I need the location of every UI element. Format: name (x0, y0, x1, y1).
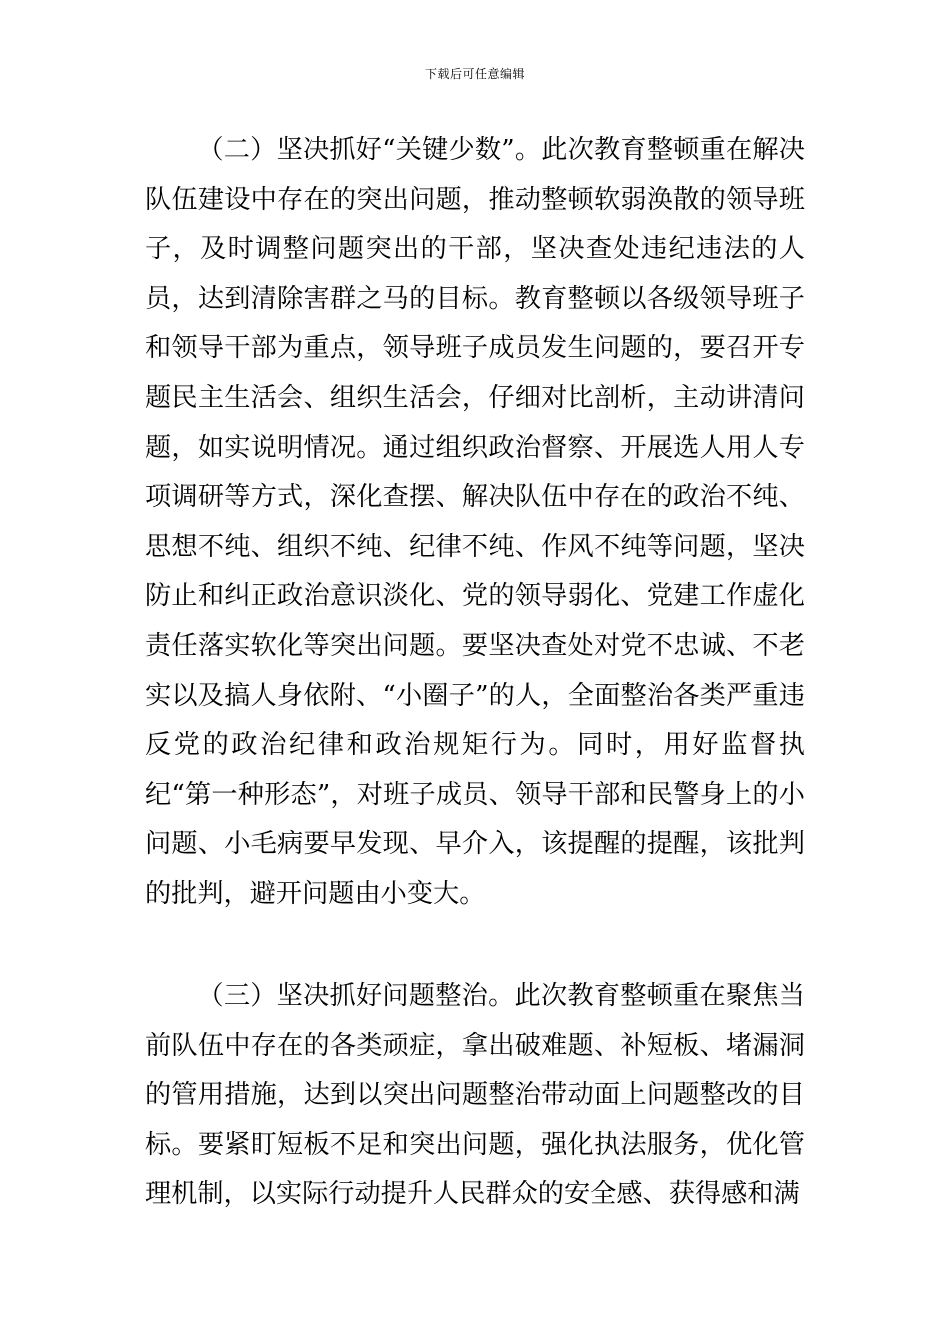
paragraph-text: （二）坚决抓好“关键少数”。此次教育整顿重在解决队伍建设中存在的突出问题，推动整顿软弱涣散的领导班子，及时调整问题突出的干部，坚决查处违纪违法的人员，达到清除害群之马的目标。教育整顿以各级领导班子和领导干部为重点，领导班子成员发生问题的，要召开专题民主生活会、组织生活会，仔细对比剖析，主动讲清问题，如实说明情况。通过组织政治督察、开展选人用人专项调研等方式，深化查摆、解决队伍中存在的政治不纯、思想不纯、组织不纯、纪律不纯、作风不纯等问题，坚决防止和纠正政治意识淡化、党的领导弱化、党建工作虚化责任落实软化等突出问题。要坚决查处对党不忠诚、不老实以及搞人身依附、“小圈子”的人，全面整治各类严重违反党的政治纪律和政治规矩行为。同时，用好监督执纪“第一种形态”，对班子成员、领导干部和民警身上的小问题、小毛病要早发现、早介入，该提醒的提醒，该批判的批判，避开问题由小变大。 (145, 135, 805, 909)
paragraph-text: （三）坚决抓好问题整治。此次教育整顿重在聚焦当前队伍中存在的各类顽症，拿出破难题、补短板、堵漏洞的管用措施，达到以突出问题整治带动面上问题整改的目标。要紧盯短板不足和突出问题，强化执法服务，优化管理机制，以实际行动提升人民群众的安全感、获得感和满 (145, 981, 805, 1210)
page-header: 下载后可任意编辑 (424, 67, 525, 81)
paragraph-problem-rectification (145, 972, 805, 1220)
paragraph-key-minority (145, 126, 805, 920)
